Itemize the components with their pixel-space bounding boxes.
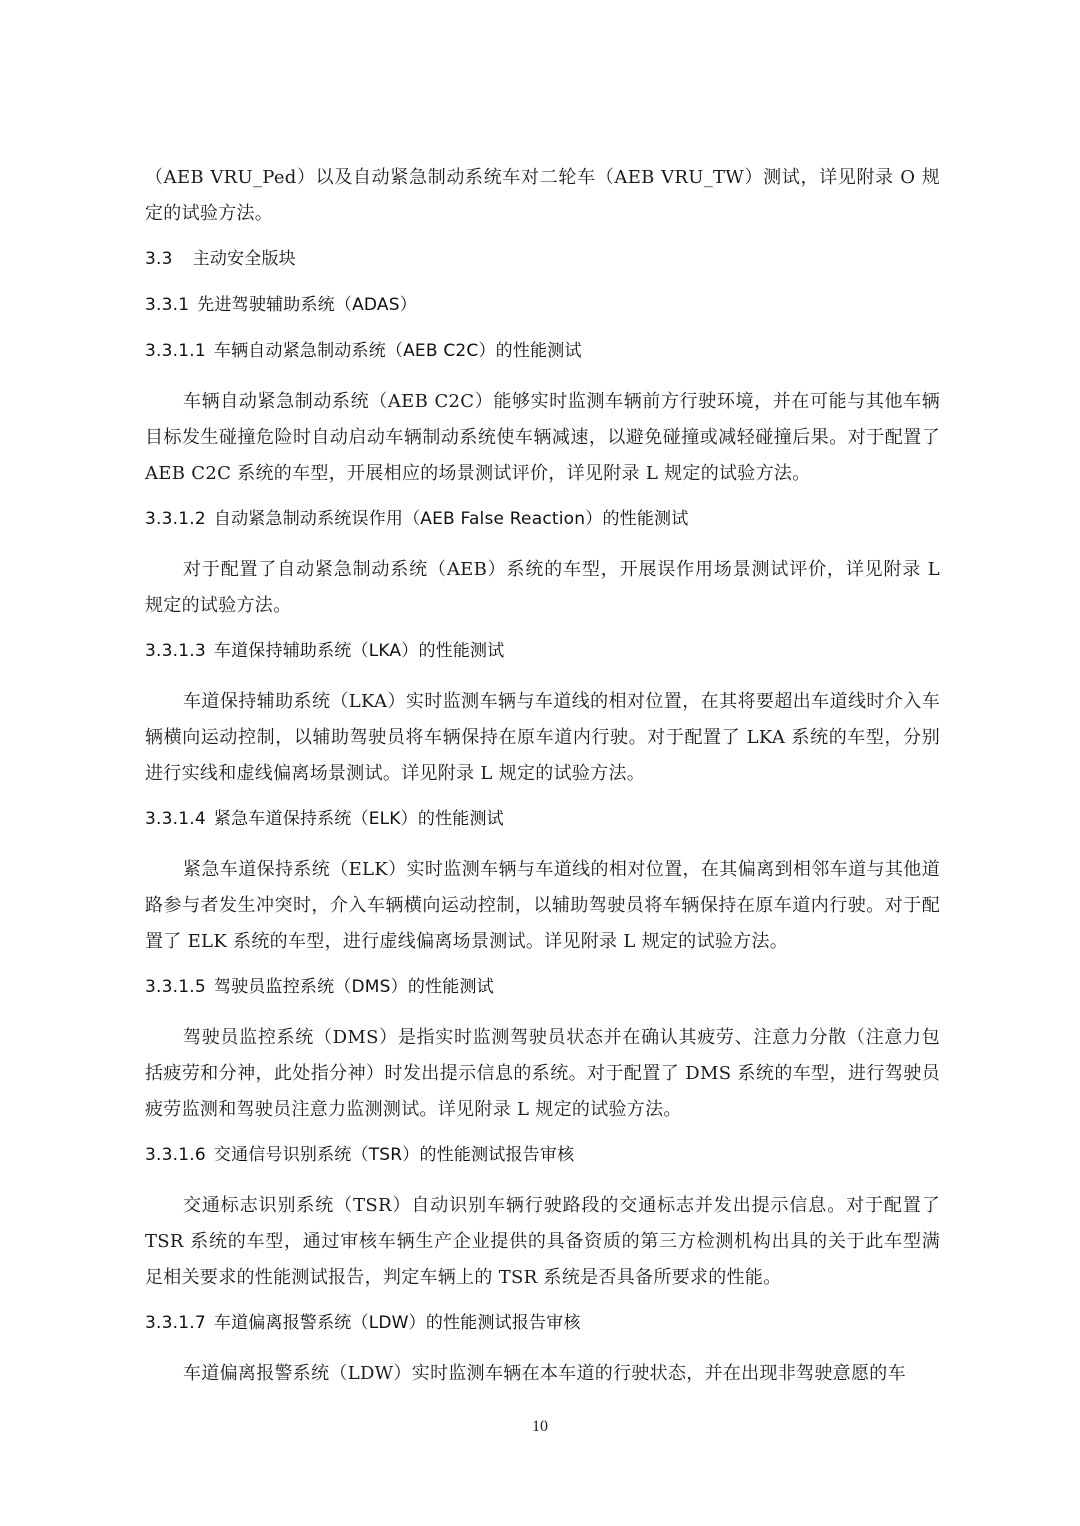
section-number: 3.3 bbox=[145, 249, 173, 269]
section-number: 3.3.1.2 bbox=[145, 509, 206, 529]
section-title: 交通信号识别系统（TSR）的性能测试报告审核 bbox=[213, 1145, 575, 1165]
section-number: 3.3.1.3 bbox=[145, 641, 206, 661]
section-number: 3.3.1.1 bbox=[145, 341, 206, 361]
section-number: 3.3.1.4 bbox=[145, 809, 206, 829]
section-title: 先进驾驶辅助系统（ADAS） bbox=[197, 295, 417, 315]
section-title: 紧急车道保持系统（ELK）的性能测试 bbox=[213, 809, 504, 829]
section-number: 3.3.1 bbox=[145, 295, 190, 315]
section-title: 车辆自动紧急制动系统（AEB C2C）的性能测试 bbox=[213, 341, 582, 361]
body-paragraph: 紧急车道保持系统（ELK）实时监测车辆与车道线的相对位置，在其偏离到相邻车道与其他道路参与者发生冲突时，介入车辆横向运动控制，以辅助驾驶员将车辆保持在原车道内行驶。对于配置了 ELK 系统的车型，进行虚线偏离场景测试。详见附录 L 规定的试验方法。 bbox=[145, 859, 940, 952]
section-heading bbox=[145, 506, 940, 532]
section-title: 主动安全版块 bbox=[192, 249, 296, 269]
section-heading bbox=[145, 1142, 940, 1168]
section-heading bbox=[145, 806, 940, 832]
body-paragraph: 车辆自动紧急制动系统（AEB C2C）能够实时监测车辆前方行驶环境，并在可能与其他车辆目标发生碰撞危险时自动启动车辆制动系统使车辆减速，以避免碰撞或减轻碰撞后果。对于配置了 AEB C2C 系统的车型，开展相应的场景测试评价，详见附录 L 规定的试验方法。 bbox=[145, 391, 940, 484]
body-paragraph: 对于配置了自动紧急制动系统（AEB）系统的车型，开展误作用场景测试评价，详见附录 L 规定的试验方法。 bbox=[145, 559, 940, 616]
section-title: 车道偏离报警系统（LDW）的性能测试报告审核 bbox=[213, 1313, 581, 1333]
section-heading bbox=[145, 246, 940, 272]
section-title: 车道保持辅助系统（LKA）的性能测试 bbox=[213, 641, 505, 661]
section-heading bbox=[145, 338, 940, 364]
section-heading bbox=[145, 974, 940, 1000]
body-paragraph: 车道偏离报警系统（LDW）实时监测车辆在本车道的行驶状态，并在出现非驾驶意愿的车 bbox=[183, 1363, 906, 1384]
section-heading bbox=[145, 1310, 940, 1336]
section-heading bbox=[145, 292, 940, 318]
section-number: 3.3.1.5 bbox=[145, 977, 206, 997]
body-paragraph: （AEB VRU_Ped）以及自动紧急制动系统车对二轮车（AEB VRU_TW）测试，详见附录 O 规定的试验方法。 bbox=[145, 167, 940, 224]
body-paragraph: 驾驶员监控系统（DMS）是指实时监测驾驶员状态并在确认其疲劳、注意力分散（注意力包括疲劳和分神，此处指分神）时发出提示信息的系统。对于配置了 DMS 系统的车型，进行驾驶员疲劳监测和驾驶员注意力监测测试。详见附录 L 规定的试验方法。 bbox=[145, 1027, 940, 1120]
section-title: 自动紧急制动系统误作用（AEB False Reaction）的性能测试 bbox=[213, 509, 689, 529]
section-title: 驾驶员监控系统（DMS）的性能测试 bbox=[213, 977, 494, 997]
body-paragraph: 车道保持辅助系统（LKA）实时监测车辆与车道线的相对位置，在其将要超出车道线时介入车辆横向运动控制，以辅助驾驶员将车辆保持在原车道内行驶。对于配置了 LKA 系统的车型，分别进行实线和虚线偏离场景测试。详见附录 L 规定的试验方法。 bbox=[145, 691, 940, 784]
document-body bbox=[145, 160, 940, 1406]
body-paragraph: 交通标志识别系统（TSR）自动识别车辆行驶路段的交通标志并发出提示信息。对于配置了 TSR 系统的车型，通过审核车辆生产企业提供的具备资质的第三方检测机构出具的关于此车型满足相关要求的性能测试报告，判定车辆上的 TSR 系统是否具备所要求的性能。 bbox=[145, 1195, 940, 1288]
page-number: 10 bbox=[532, 1418, 548, 1435]
section-heading bbox=[145, 638, 940, 664]
section-number: 3.3.1.6 bbox=[145, 1145, 206, 1165]
section-number: 3.3.1.7 bbox=[145, 1313, 206, 1333]
